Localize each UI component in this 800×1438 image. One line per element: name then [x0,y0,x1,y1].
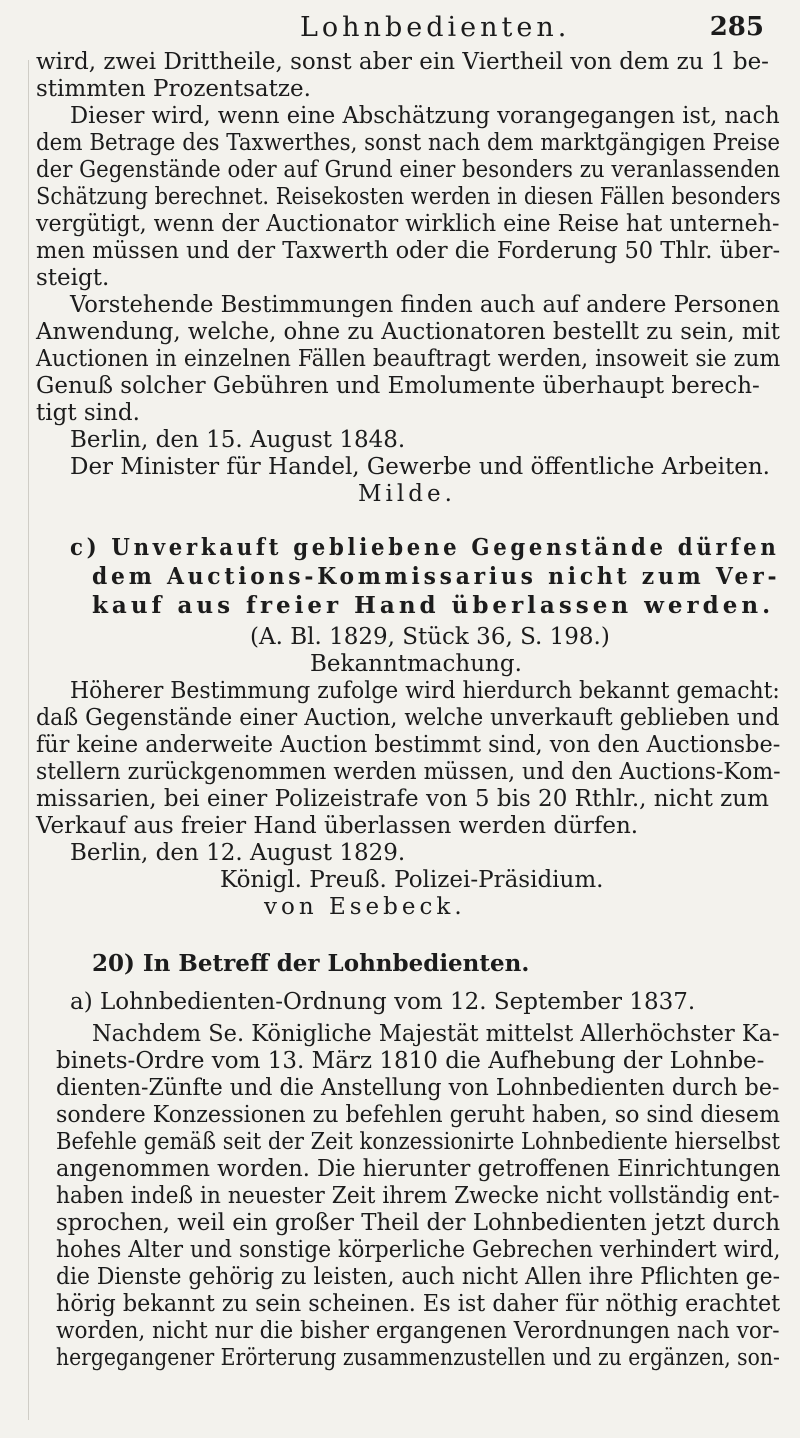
text-line: dienten-Zünfte und die Anstellung von Lohnbedienten durch be- [56,1075,780,1101]
issuing-authority: Der Minister für Handel, Gewerbe und öffentliche Arbeiten. [70,454,770,480]
text-line: Höherer Bestimmung zufolge wird hierdurch bekannt gemacht: [70,678,780,704]
signature: Milde. [358,481,456,507]
page-gutter-edge [28,60,29,1420]
text-line: sondere Konzessionen zu befehlen geruht haben, so sind diesem [56,1102,780,1128]
text-line: Dieser wird, wenn eine Abschätzung vorangegangen ist, nach [70,103,780,129]
dateline: Berlin, den 15. August 1848. [70,427,406,453]
text-line: sprochen, weil ein großer Theil der Lohnbedienten jetzt durch [56,1210,781,1236]
text-line: Befehle gemäß seit der Zeit konzessionirte Lohnbediente hierselbst [56,1129,781,1155]
text-line: wird, zwei Drittheile, sonst aber ein Viertheil von dem zu 1 be- [36,49,769,75]
text-line: Nachdem Se. Königliche Majestät mittelst Allerhöchster Ka- [92,1021,780,1047]
text-line: angenommen worden. Die hierunter getroffenen Einrichtungen [56,1156,781,1182]
text-line: vergütigt, wenn der Auctionator wirklich eine Reise hat unterneh- [36,211,780,237]
text-line: Auctionen in einzelnen Fällen beauftragt werden, insoweit sie zum [36,346,781,372]
text-line: binets-Ordre vom 13. März 1810 die Aufhebung der Lohnbe- [56,1048,765,1074]
text-line: daß Gegenstände einer Auction, welche unverkauft geblieben und [36,705,780,731]
text-line: Schätzung berechnet. Reisekosten werden in diesen Fällen besonders [36,184,781,210]
text-line: worden, nicht nur die bisher ergangenen Verordnungen nach vor- [56,1318,780,1344]
text-line: der Gegenstände oder auf Grund einer besonders zu veranlassenden [36,157,781,183]
page-number: 285 [709,12,764,42]
text-line: tigt sind. [36,400,140,426]
text-line: Verkauf aus freier Hand überlassen werden dürfen. [36,813,639,839]
issuing-authority: Königl. Preuß. Polizei-Präsidium. [220,867,604,893]
section-heading: dem Auctions-Kommissarius nicht zum Ver- [92,563,781,590]
text-line: steigt. [36,265,110,291]
subsection-heading: a) Lohnbedienten-Ordnung vom 12. September 1837. [70,989,696,1015]
text-line: die Dienste gehörig zu leisten, auch nicht Allen ihre Pflichten ge- [56,1264,780,1290]
text-line: hohes Alter und sonstige körperliche Gebrechen verhindert wird, [56,1237,781,1263]
running-title: Lohnbedienten. [300,12,571,43]
text-line: Genuß solcher Gebühren und Emolumente überhaupt berech- [36,373,760,399]
text-line: Vorstehende Bestimmungen finden auch auf andere Personen [70,292,780,318]
source-citation: (A. Bl. 1829, Stück 36, S. 198.) [250,624,610,650]
text-line: dem Betrage des Taxwerthes, sonst nach dem marktgängigen Preise [36,130,781,156]
section-heading: c) Unverkauft gebliebene Gegenstände dürfen [70,534,780,561]
text-line: hergegangener Erörterung zusammenzustellen und zu ergänzen, son- [56,1345,780,1371]
section-heading: kauf aus freier Hand überlassen werden. [92,592,775,619]
text-line: für keine anderweite Auction bestimmt sind, von den Auctionsbe- [36,732,781,758]
text-line: stellern zurückgenommen werden müssen, und den Auctions-Kom- [36,759,781,785]
document-title: Bekanntmachung. [310,651,522,677]
section-heading: 20) In Betreff der Lohnbedienten. [92,950,530,977]
text-line: stimmten Prozentsatze. [36,76,311,102]
dateline: Berlin, den 12. August 1829. [70,840,406,866]
page-header [0,6,800,46]
text-line: missarien, bei einer Polizeistrafe von 5 bis 20 Rthlr., nicht zum [36,786,769,812]
text-line: men müssen und der Taxwerth oder die Forderung 50 Thlr. über- [36,238,781,264]
text-line: haben indeß in neuester Zeit ihrem Zwecke nicht vollständig ent- [56,1183,780,1209]
text-line: hörig bekannt zu sein scheinen. Es ist daher für nöthig erachtet [56,1291,781,1317]
text-line: Anwendung, welche, ohne zu Auctionatoren bestellt zu sein, mit [36,319,780,345]
signature: von Esebeck. [264,894,466,920]
